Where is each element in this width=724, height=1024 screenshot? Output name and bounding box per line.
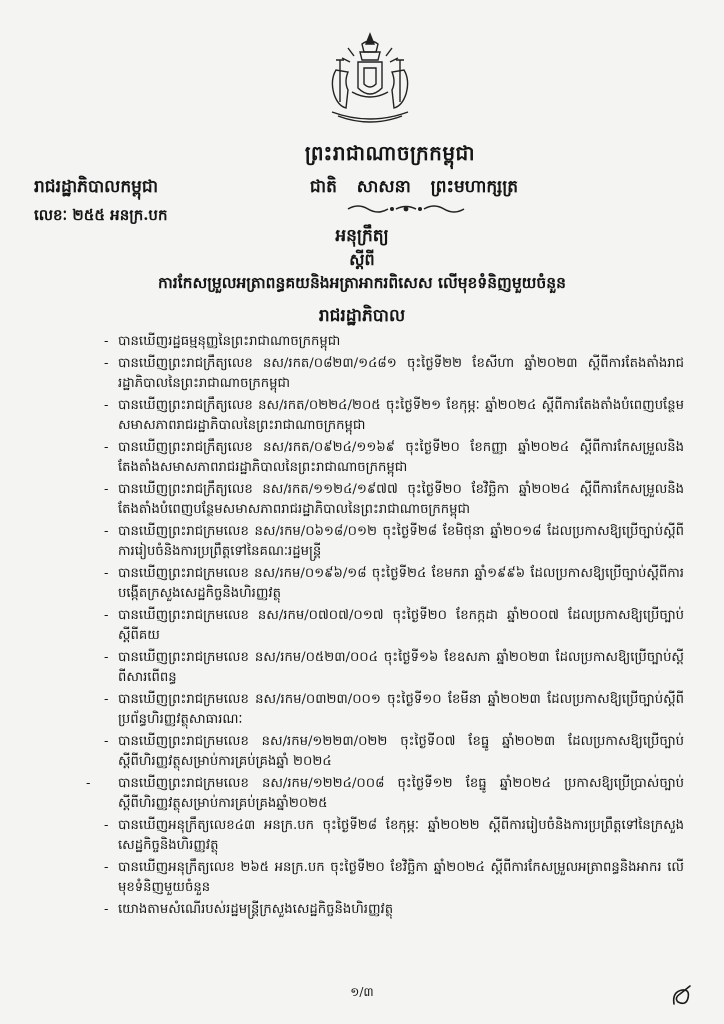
list-item: - យោងតាមសំណើរបស់រដ្ឋមន្ត្រីក្រសួងសេដ្ឋកិច្ចនិងហិរញ្ញវត្ថុ — [104, 902, 394, 917]
royal-coat-of-arms-icon — [318, 30, 422, 130]
national-motto: ជាតិ សាសនា ព្រះមហាក្សត្រ — [309, 177, 519, 197]
considerations-list — [86, 332, 684, 922]
document-type: អនុក្រឹត្យ — [335, 226, 389, 246]
issuing-authority: រាជរដ្ឋាភិបាល — [318, 306, 406, 326]
list-item: - បានឃើញអនុក្រឹត្យលេខ ២៦៥ អនក្រ.បក ចុះថ្ងៃទី២០ ខែវិច្ឆិកា ឆ្នាំ២០២៤ ស្តីពីការកែសម្រួលអត្រាពន្ធនិងអាករ លើមុខទំនិញមួយចំនួន — [104, 860, 684, 895]
handwritten-initial-icon — [668, 982, 696, 1010]
list-item: - បានឃើញព្រះរាជក្រមលេខ នស/រកម/០៥២៣/០០៤ ចុះថ្ងៃទី១៦ ខែឧសភា ឆ្នាំ២០២៣ ដែលប្រកាសឱ្យប្រើច្បាប់ស្តីពីសារពើពន្ធ — [104, 650, 684, 685]
list-item: - បានឃើញព្រះរាជក្រឹត្យលេខ នស/រកត/០៨២៣/១៤៨១ ចុះថ្ងៃទី២២ ខែសីហា ឆ្នាំ២០២៣ ស្តីពីការតែងតាំងរាជរដ្ឋាភិបាលនៃព្រះរាជាណាចក្រកម្ពុជា — [104, 356, 684, 391]
document-about-label: ស្តីពី — [349, 250, 375, 269]
reference-number: លេខៈ ២៥៥ អនក្រ.បក — [34, 206, 168, 224]
list-item: - បានឃើញរដ្ឋធម្មនុញ្ញនៃព្រះរាជាណាចក្រកម្ពុជា — [104, 334, 341, 349]
list-item: - បានឃើញព្រះរាជក្រឹត្យលេខ នស/រកត/១១២៤/១៩៧៧ ចុះថ្ងៃទី២០ ខែវិច្ឆិកា ឆ្នាំ២០២៤ ស្តីពីការកែសម្រួលនិងតែងតាំងបំពេញបន្ថែមសមាសភាពរាជរដ្ឋាភិបាលនៃព្រះរាជាណាចក្រកម្ពុជា — [104, 482, 684, 517]
list-item: - បានឃើញព្រះរាជក្រឹត្យលេខ នស/រកត/០២២៤/២០៥ ចុះថ្ងៃទី២១ ខែកុម្ភៈ ឆ្នាំ២០២៤ ស្តីពីការតែងតាំងបំពេញបន្ថែមសមាសភាពរាជរដ្ឋាភិបាលនៃព្រះរាជាណាចក្រកម្ពុជា — [104, 398, 684, 433]
list-item: - បានឃើញព្រះរាជក្រមលេខ នស/រកម/០៣២៣/០០១ ចុះថ្ងៃទី១០ ខែមីនា ឆ្នាំ២០២៣ ដែលប្រកាសឱ្យប្រើច្បាប់ស្តីពីប្រព័ន្ធហិរញ្ញវត្ថុសាធារណៈ — [104, 692, 684, 727]
list-item: - បានឃើញព្រះរាជក្រមលេខ នស/រកម/១២២៣/០២២ ចុះថ្ងៃទី០៧ ខែធ្នូ ឆ្នាំ២០២៣ ដែលប្រកាសឱ្យប្រើច្បាប់ស្តីពីហិរញ្ញវត្ថុសម្រាប់ការគ្រប់គ្រងឆ្នាំ ២០២៤ — [104, 734, 684, 769]
kingdom-title: ព្រះរាជាណាចក្រកម្ពុជា — [304, 141, 476, 165]
list-item: - បានឃើញព្រះរាជក្រមលេខ នស/រកម/១២២៤/០០៨ ចុះថ្ងៃទី១២ ខែធ្នូ ឆ្នាំ២០២៤ ប្រកាសឱ្យប្រើប្រាស់ច្បាប់ស្តីពីហិរញ្ញវត្ថុសម្រាប់ការគ្រប់គ្រងឆ្នាំ២០២៥ — [86, 776, 684, 811]
document-subject: ការកែសម្រួលអត្រាពន្ធគយនិងអត្រាអាករពិសេស លើមុខទំនិញមួយចំនួន — [158, 273, 566, 292]
page-number: ១/៣ — [350, 985, 374, 999]
list-item: - បានឃើញព្រះរាជក្រឹត្យលេខ នស/រកត/០៩២៤/១១៦៩ ចុះថ្ងៃទី២០ ខែកញ្ញា ឆ្នាំ២០២៤ ស្តីពីការកែសម្រួលនិងតែងតាំងសមាសភាពរាជរដ្ឋាភិបាលនៃព្រះរាជាណាចក្រកម្ពុជា — [104, 440, 684, 475]
ornamental-divider-icon — [344, 202, 468, 216]
list-item: - បានឃើញព្រះរាជក្រមលេខ នស/រកម/០៦១៨/០១២ ចុះថ្ងៃទី២៨ ខែមិថុនា ឆ្នាំ២០១៨ ដែលប្រកាសឱ្យប្រើច្បាប់ស្តីពីការរៀបចំនិងការប្រព្រឹត្តទៅនៃគណៈរដ្ឋមន្ត្រី — [104, 524, 684, 559]
list-item: - បានឃើញព្រះរាជក្រមលេខ នស/រកម/០១៩៦/១៨ ចុះថ្ងៃទី២៤ ខែមករា ឆ្នាំ១៩៩៦ ដែលប្រកាសឱ្យប្រើច្បាប់ស្តីពីការបង្កើតក្រសួងសេដ្ឋកិច្ចនិងហិរញ្ញវត្ថុ — [104, 566, 684, 601]
list-item: - បានឃើញព្រះរាជក្រមលេខ នស/រកម/០៧០៧/០១៧ ចុះថ្ងៃទី២០ ខែកក្កដា ឆ្នាំ២០០៧ ដែលប្រកាសឱ្យប្រើច្បាប់ស្តីពីគយ — [104, 608, 684, 643]
list-item: - បានឃើញអនុក្រឹត្យលេខ៤៣ អនក្រ.បក ចុះថ្ងៃទី២៨ ខែកុម្ភៈ ឆ្នាំ២០២២ ស្តីពីការរៀបចំនិងការប្រព្រឹត្តទៅនៃក្រសួងសេដ្ឋកិច្ចនិងហិរញ្ញវត្ថុ — [104, 818, 684, 853]
government-name: រាជរដ្ឋាភិបាលកម្ពុជា — [34, 177, 159, 197]
